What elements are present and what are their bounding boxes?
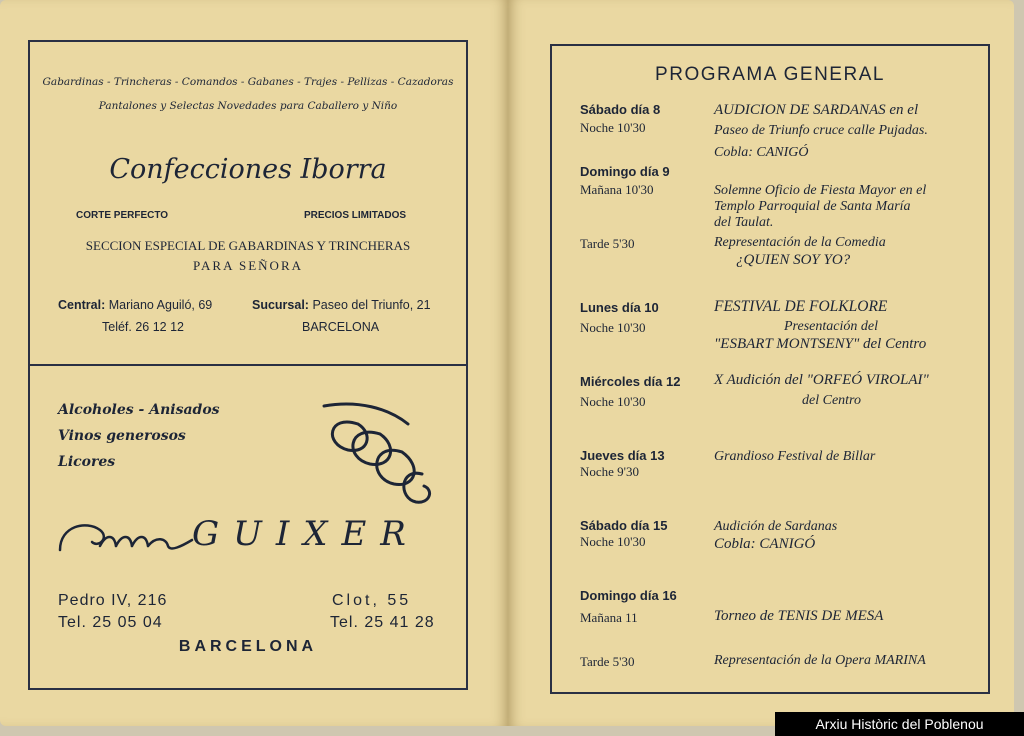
central-label: Central: (58, 298, 106, 312)
event-line: Presentación del (784, 319, 878, 334)
event-line: FESTIVAL DE FOLKLORE (714, 298, 888, 315)
event-line: "ESBART MONTSENY" del Centro (714, 336, 927, 352)
section-line-2: PARA SEÑORA (192, 258, 304, 273)
event-time: Mañana 10'30 (580, 182, 654, 197)
event-day: Lunes día 10 (580, 300, 659, 315)
event-time: Noche 10'30 (580, 394, 646, 409)
event-time: Noche 10'30 (580, 320, 646, 335)
event-line: Representación de la Opera MARINA (714, 653, 926, 668)
ad-divider (30, 364, 466, 366)
guixer-product-1: Alcoholes - Anisados (58, 402, 220, 418)
central-street: Mariano Aguiló, 69 (108, 298, 213, 312)
brand-name: Confecciones Iborra (109, 154, 387, 185)
event-line: ¿QUIEN SOY YO? (736, 252, 851, 268)
products-line-1: Gabardinas - Trincheras - Comandos - Gabanes - Trajes - Pellizas - Cazadoras (42, 76, 454, 88)
guixer-address-left: Pedro IV, 216 (58, 592, 168, 609)
event-line: Grandioso Festival de Billar (714, 449, 876, 464)
event-line: Templo Parroquial de Santa María (714, 199, 911, 214)
swirl-ornament (56, 516, 196, 556)
event-line: del Taulat. (714, 215, 774, 230)
right-page (508, 0, 1014, 726)
flourish-ornament (318, 394, 448, 514)
products-line-2: Pantalones y Selectas Novedades para Caballero y Niño (98, 100, 398, 112)
event-line: Paseo de Triunfo cruce calle Pujadas. (714, 123, 928, 138)
event-time: Tarde 5'30 (580, 236, 635, 251)
event-line: Representación de la Comedia (714, 235, 886, 250)
program-frame (550, 44, 990, 694)
event-line: X Audición del "ORFEÓ VIROLAI" (714, 372, 929, 388)
guixer-address-right: Clot, 55 (332, 592, 412, 609)
event-time: Noche 10'30 (580, 534, 646, 549)
central-address (58, 298, 212, 312)
city: BARCELONA (302, 320, 380, 334)
event-time: Mañana 11 (580, 610, 638, 625)
event-line: Torneo de TENIS DE MESA (714, 608, 884, 624)
phone: Teléf. 26 12 12 (102, 320, 185, 334)
guixer-phone-left: Tel. 25 05 04 (58, 614, 163, 631)
event-line: Solemne Oficio de Fiesta Mayor en el (714, 183, 927, 198)
left-page (0, 0, 508, 726)
sucursal-address (252, 298, 431, 312)
archive-credit: Arxiu Històric del Poblenou (775, 712, 1024, 736)
guixer-brand: GUIXER (192, 514, 420, 554)
sucursal-label: Sucursal: (252, 298, 309, 312)
sucursal-street: Paseo del Triunfo, 21 (312, 298, 431, 312)
guixer-phone-right: Tel. 25 41 28 (330, 614, 435, 631)
event-day: Jueves día 13 (580, 448, 665, 463)
guixer-city: BARCELONA (178, 638, 318, 655)
event-day: Sábado día 8 (580, 102, 661, 117)
event-day: Domingo día 16 (580, 588, 677, 603)
guixer-product-3: Licores (58, 454, 116, 470)
event-line: Cobla: CANIGÓ (714, 145, 809, 160)
slogan-right: PRECIOS LIMITADOS (304, 210, 407, 221)
event-line: AUDICION DE SARDANAS en el (714, 102, 919, 118)
event-time: Noche 9'30 (580, 464, 640, 479)
event-day: Miércoles día 12 (580, 374, 681, 389)
slogan-left: CORTE PERFECTO (76, 210, 169, 221)
event-day: Sábado día 15 (580, 518, 668, 533)
event-day: Domingo día 9 (580, 164, 670, 179)
program-title: PROGRAMA GENERAL (655, 64, 885, 85)
event-line: Cobla: CANIGÓ (714, 536, 816, 552)
advertisement-frame (28, 40, 468, 690)
event-line: del Centro (802, 393, 861, 408)
section-line-1: SECCION ESPECIAL DE GABARDINAS Y TRINCHERAS (85, 238, 411, 253)
event-time: Tarde 5'30 (580, 654, 635, 669)
guixer-product-2: Vinos generosos (58, 428, 186, 444)
event-time: Noche 10'30 (580, 120, 646, 135)
event-line: Audición de Sardanas (714, 519, 838, 534)
